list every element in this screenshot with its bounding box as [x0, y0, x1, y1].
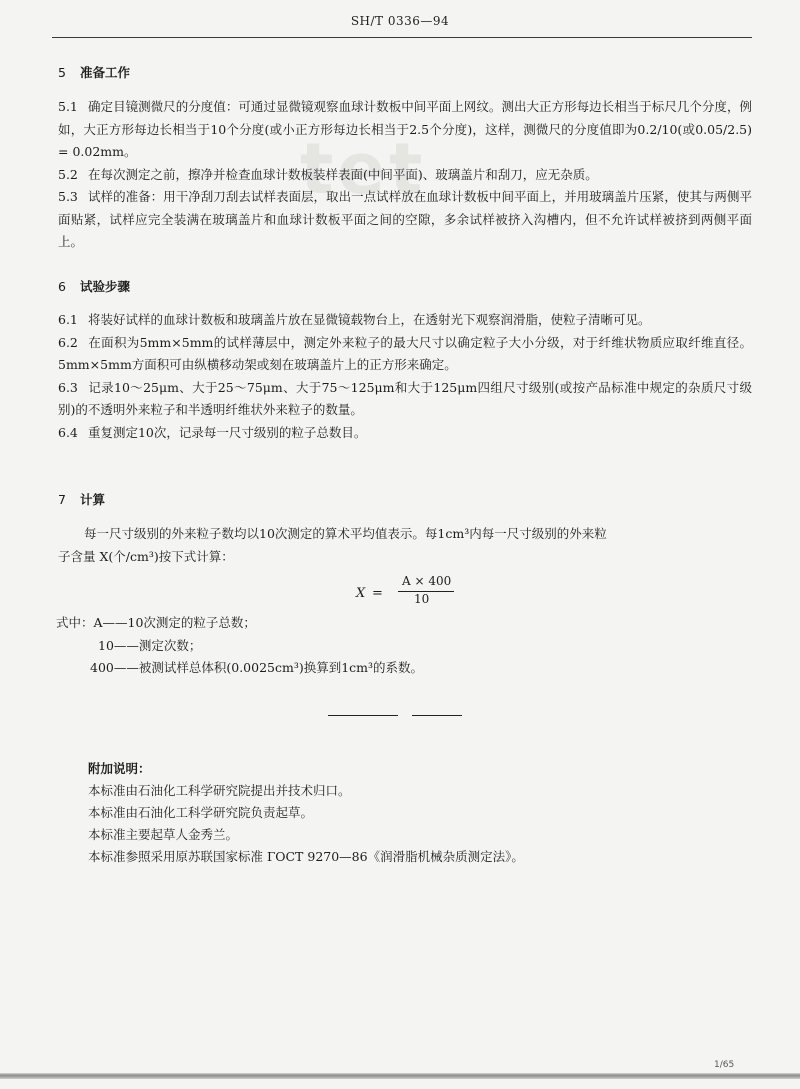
- paragraph-number: 6.3: [58, 379, 78, 395]
- section-5-heading: [58, 62, 752, 85]
- header-rule: [52, 37, 752, 38]
- section-6-number: 6: [58, 279, 66, 294]
- section-7-title: 计算: [80, 492, 106, 507]
- paragraph-number: 5.1: [58, 99, 78, 114]
- legend-line-a: 式中：A——10次测定的粒子总数；: [56, 615, 256, 630]
- paragraph-6-4: [58, 422, 752, 445]
- section-5-body: [58, 96, 752, 254]
- intro-line-1: 每一尺寸级别的外来粒子数均以10次测定的算术平均值表示。每1cm³内每一尺寸级别的外来粒: [84, 526, 607, 541]
- notes-line: 本标准参照采用原苏联国家标准 ГОСТ 9270—86《润滑脂机械杂质测定法》。: [88, 849, 524, 864]
- formula-equals: =: [372, 586, 383, 601]
- paragraph-6-1: [58, 309, 752, 332]
- section-7-heading: [58, 489, 752, 512]
- formula: [356, 574, 496, 614]
- formula-denominator: 10: [414, 592, 430, 606]
- paragraph-6-3: [58, 377, 752, 422]
- formula-lhs: X: [356, 586, 366, 601]
- standard-code-header: SH/T 0336—94: [350, 14, 450, 28]
- end-rule-left: [328, 715, 398, 716]
- paragraph-number: 6.4: [58, 424, 78, 440]
- section-7-number: 7: [58, 492, 66, 507]
- paragraph-text: 确定目镜测微尺的分度值：可通过显微镜观察血球计数板中间平面上网纹。测出大正方形每边长相当于标尺几个分度，例如，大正方形每边长相当于10个分度(或小正方形每边长相当于2.5个分度)，这样，测微尺的分度值即为0.2/10(或0.05/2.5) = 0.02mm。: [58, 99, 752, 159]
- paragraph-text: 试样的准备：用干净刮刀刮去试样表面层，取出一点试样放在血球计数板中间平面上，并用玻璃盖片压紧，使其与两侧平面贴紧，试样应完全装满在玻璃盖片和血球计数板平面之间的空隙，多余试样被挤入沟槽内，但不允许试样被挤到两侧平面上。: [58, 189, 752, 249]
- notes-line: 本标准由石油化工科学研究院提出并技术归口。: [88, 783, 351, 798]
- notes-title: 附加说明：: [88, 761, 151, 776]
- section-6-title: 试验步骤: [80, 279, 131, 294]
- section-5-title: 准备工作: [80, 65, 131, 80]
- paragraph-text: 将装好试样的血球计数板和玻璃盖片放在显微镜载物台上，在透射光下观察润滑脂，使粒子清晰可见。: [87, 312, 651, 327]
- paragraph-text: 记录10～25μm、大于25～75μm、大于75～125μm和大于125μm四组尺寸级别(或按产品标准中规定的杂质尺寸级别)的不透明外来粒子和半透明纤维状外来粒子的数量。: [58, 379, 752, 417]
- paragraph-5-3: [58, 186, 752, 254]
- section-6-body: [58, 309, 752, 444]
- page-mark: 1/65: [714, 1060, 735, 1070]
- paragraph-5-2: [58, 164, 752, 187]
- footer-scan-edge: [0, 1073, 800, 1079]
- paragraph-text: 在每次测定之前，擦净并检查血球计数板装样表面(中间平面)、玻璃盖片和刮刀，应无杂质。: [87, 166, 598, 182]
- paragraph-5-1: [58, 96, 752, 164]
- watermark: tet: [300, 128, 427, 210]
- paragraph-text: 重复测定10次，记录每一尺寸级别的粒子总数目。: [87, 424, 367, 440]
- notes-line: 本标准主要起草人金秀兰。: [88, 827, 239, 842]
- intro-line-2: 子含量 X(个/cm³)按下式计算：: [58, 548, 234, 564]
- paragraph-number: 5.3: [58, 189, 78, 204]
- paragraph-number: 5.2: [58, 166, 78, 182]
- legend-line-10: 10——测定次数；: [98, 637, 202, 653]
- paragraph-number: 6.1: [58, 312, 78, 327]
- paragraph-number: 6.2: [58, 334, 78, 350]
- section-5-number: 5: [58, 65, 66, 80]
- paragraph-text: 在面积为5mm×5mm的试样薄层中，测定外来粒子的最大尺寸以确定粒子大小分级，对于纤维状物质应取纤维直径。5mm×5mm方面积可由纵横移动架或刻在玻璃盖片上的正方形来确定。: [58, 334, 753, 372]
- end-rule-right: [412, 715, 462, 716]
- paragraph-6-2: [58, 332, 752, 377]
- additional-notes: [88, 758, 748, 868]
- section-7-intro: [58, 523, 752, 568]
- notes-line: 本标准由石油化工科学研究院负责起草。: [88, 805, 314, 820]
- formula-legend: [56, 612, 750, 680]
- formula-numerator: A × 400: [402, 574, 452, 588]
- section-6-heading: [58, 276, 752, 299]
- legend-line-400: 400——被测试样总体积(0.0025cm³)换算到1cm³的系数。: [90, 660, 424, 675]
